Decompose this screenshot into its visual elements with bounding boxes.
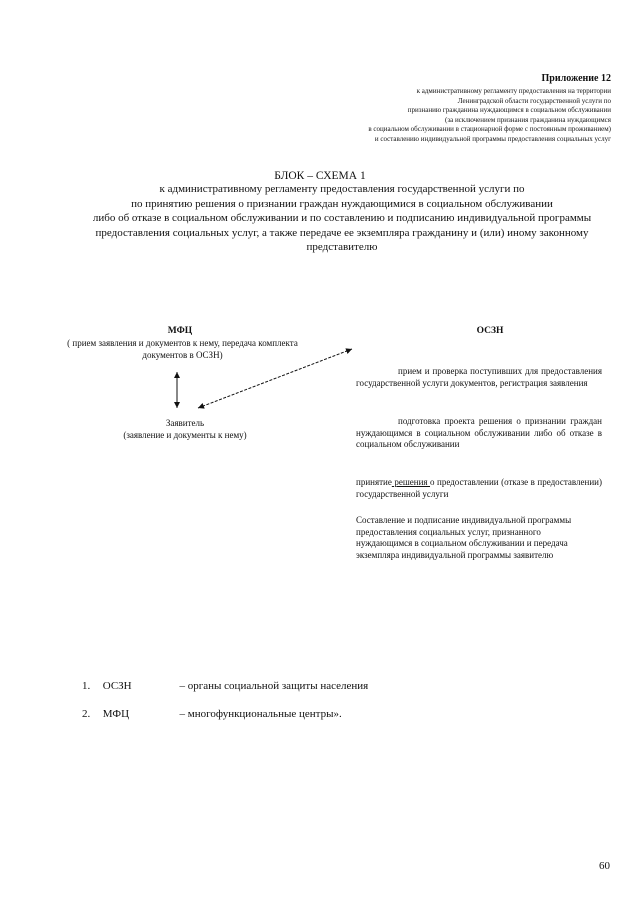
appendix-line: в социальном обслуживании в стационарной форме с постоянным проживанием) [368, 125, 611, 133]
ozn-step-prepare: подготовка проекта решения о признании граждан нуждающимся в социальном обслуживании либо об отказе в социальном обслуживании [356, 416, 602, 449]
ozn-step-receive: прием и проверка поступивших для предоставления государственной услуги документов, регистрация заявления [356, 366, 602, 388]
legend-num: 1. [82, 680, 91, 692]
legend-abbr: ОСЗН [102, 680, 132, 692]
legend-abbr: МФЦ [102, 708, 130, 720]
scheme-desc-line: предоставления социальных услуг, а также передаче ее экземпляра гражданину и (или) иному законному [95, 226, 589, 239]
ozn-step-program: Составление и подписание индивидуальной программы предоставления социальных услуг, признанного нуждающимся в социальном обслуживании и передача экземпляра индивидуальной программы заявителю [356, 515, 572, 560]
mfc-description: ( прием заявления и документов к нему, передача комплекта документов в ОСЗН) [67, 338, 298, 360]
appendix-line: (за исключением признания гражданина нуждающимся [444, 115, 611, 124]
applicant-label: Заявитель [165, 418, 205, 428]
applicant-note: (заявление и документы к нему) [123, 429, 247, 440]
ozn-step-decision [356, 477, 602, 500]
legend-num: 2. [82, 708, 91, 720]
scheme-desc-line: представителю [306, 241, 378, 253]
appendix-line: к административному регламенту предоставления на территории [416, 87, 611, 95]
legend-def: – многофункциональные центры». [179, 708, 342, 720]
decision-underlined: решения [391, 477, 431, 487]
legend-item [82, 680, 368, 692]
applicant-ozn-arrow [198, 349, 352, 408]
scheme-title: БЛОК – СХЕМА 1 [274, 170, 366, 182]
page-number: 60 [599, 860, 610, 872]
appendix-title: Приложение 12 [541, 73, 611, 84]
appendix-line: и составлению индивидуальной программы предоставления социальных услуг [374, 134, 611, 143]
legend-def: – органы социальной защиты населения [179, 680, 369, 692]
scheme-desc-line: к административному регламенту предоставления государственной услуги по [159, 183, 525, 195]
appendix-line: Ленинградской области государственной услуги по [457, 96, 611, 105]
decision-rest: о предоставлении (отказе в предоставлении) государственной услуги [356, 477, 602, 499]
scheme-desc-line: либо об отказе в социальном обслуживании и по составлению и подписанию индивидуальной программы [92, 212, 592, 224]
decision-word: принятие [356, 477, 392, 487]
legend-item [82, 708, 342, 720]
scheme-desc-line: по принятию решения о признании граждан нуждающимися в социальном обслуживании [131, 197, 553, 210]
mfc-title: МФЦ [167, 326, 193, 336]
appendix-line: признанию гражданина нуждающимся в социальном обслуживании [407, 106, 611, 114]
ozn-title: ОСЗН [476, 326, 504, 336]
